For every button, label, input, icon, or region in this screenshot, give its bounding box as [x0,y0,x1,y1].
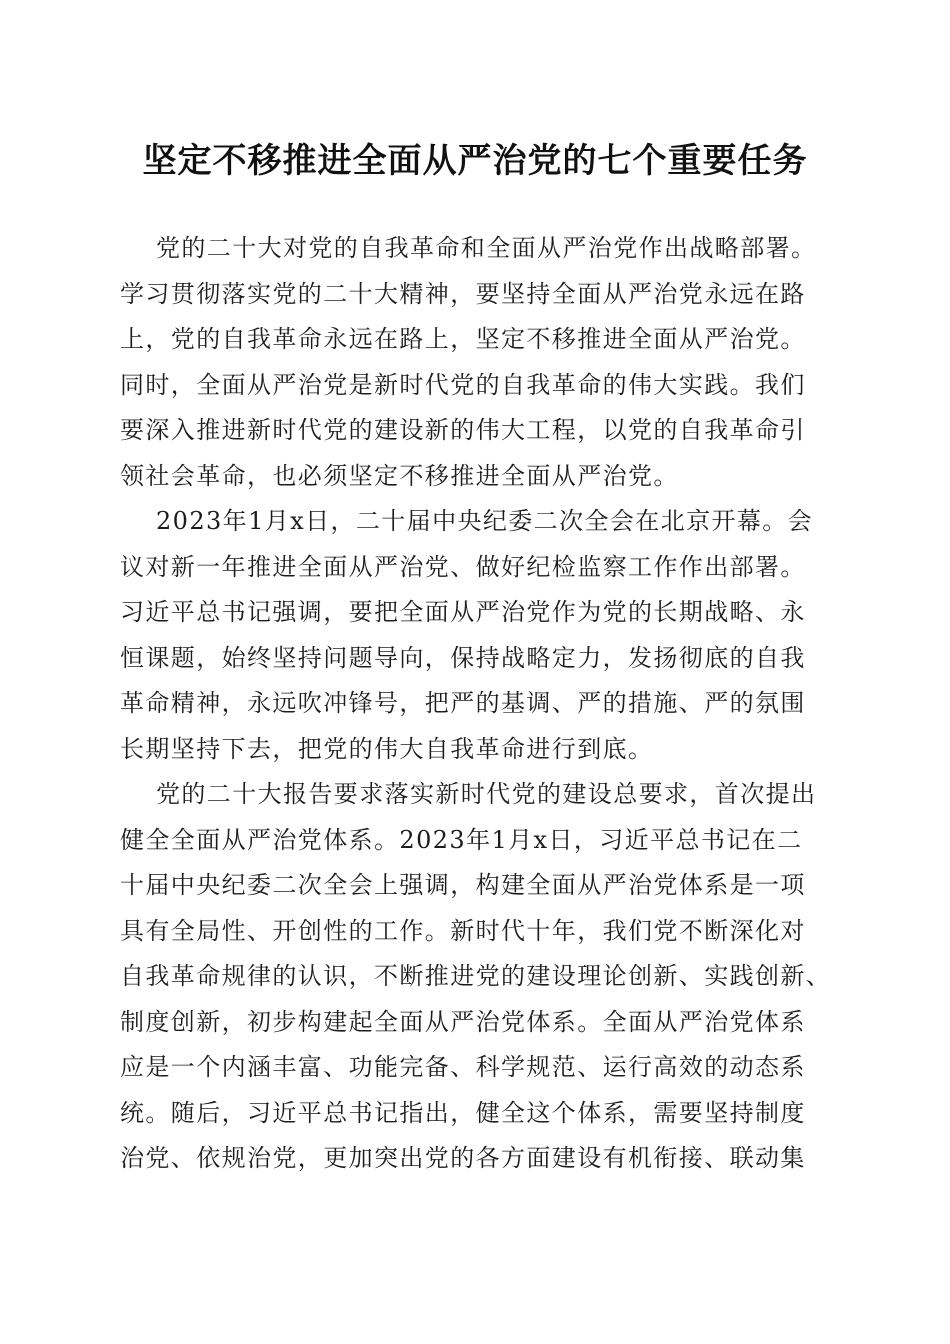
text-line: 党的二十大对党的自我革命和全面从严治党作出战略部署。 [156,234,817,262]
paragraph-3 [120,772,830,1182]
text-line: 领社会革命，也必须坚定不移推进全面从严治党。 [120,461,679,490]
text-line: 统。随后，习近平总书记指出，健全这个体系，需要坚持制度 [120,1098,806,1127]
text-line: 上，党的自我革命永远在路上，坚定不移推进全面从严治党。 [120,325,806,353]
text-line: 2023年1月x日，二十届中央纪委二次全会在北京开幕。会 [156,507,814,535]
text-line: 应是一个内涵丰富、功能完备、科学规范、运行高效的动态系 [120,1053,806,1081]
text-line: 党的二十大报告要求落实新时代党的建设总要求，首次提出 [156,780,817,808]
text-line: 恒课题，始终坚持问题导向，保持战略定力，发扬彻底的自我 [120,643,806,672]
text-line: 制度创新，初步构建起全面从严治党体系。全面从严治党体系 [120,1007,806,1036]
text-line: 治党、依规治党，更加突出党的各方面建设有机衔接、联动集 [120,1144,806,1172]
document-title: 坚定不移推进全面从严治党的七个重要任务 [142,141,808,181]
text-line: 健全全面从严治党体系。2023年1月x日，习近平总书记在二 [120,825,803,854]
document-body [120,226,830,1182]
text-line: 习近平总书记强调，要把全面从严治党作为党的长期战略、永 [120,598,806,626]
text-line: 长期坚持下去，把党的伟大自我革命进行到底。 [120,734,654,763]
text-line: 议对新一年推进全面从严治党、做好纪检监察工作作出部署。 [120,552,806,581]
text-line: 学习贯彻落实党的二十大精神，要坚持全面从严治党永远在路 [120,279,806,308]
text-line: 自我革命规律的认识，不断推进党的建设理论创新、实践创新、 [120,962,832,990]
paragraph-1 [120,226,830,499]
text-line: 要深入推进新时代党的建设新的伟大工程，以党的自我革命引 [120,416,806,444]
text-line: 革命精神，永远吹冲锋号，把严的基调、严的措施、严的氛围 [120,689,806,717]
text-line: 同时，全面从严治党是新时代党的自我革命的伟大实践。我们 [120,370,806,399]
text-line: 十届中央纪委二次全会上强调，构建全面从严治党体系是一项 [120,871,806,899]
paragraph-2 [120,499,830,772]
text-line: 具有全局性、开创性的工作。新时代十年，我们党不断深化对 [120,916,806,945]
